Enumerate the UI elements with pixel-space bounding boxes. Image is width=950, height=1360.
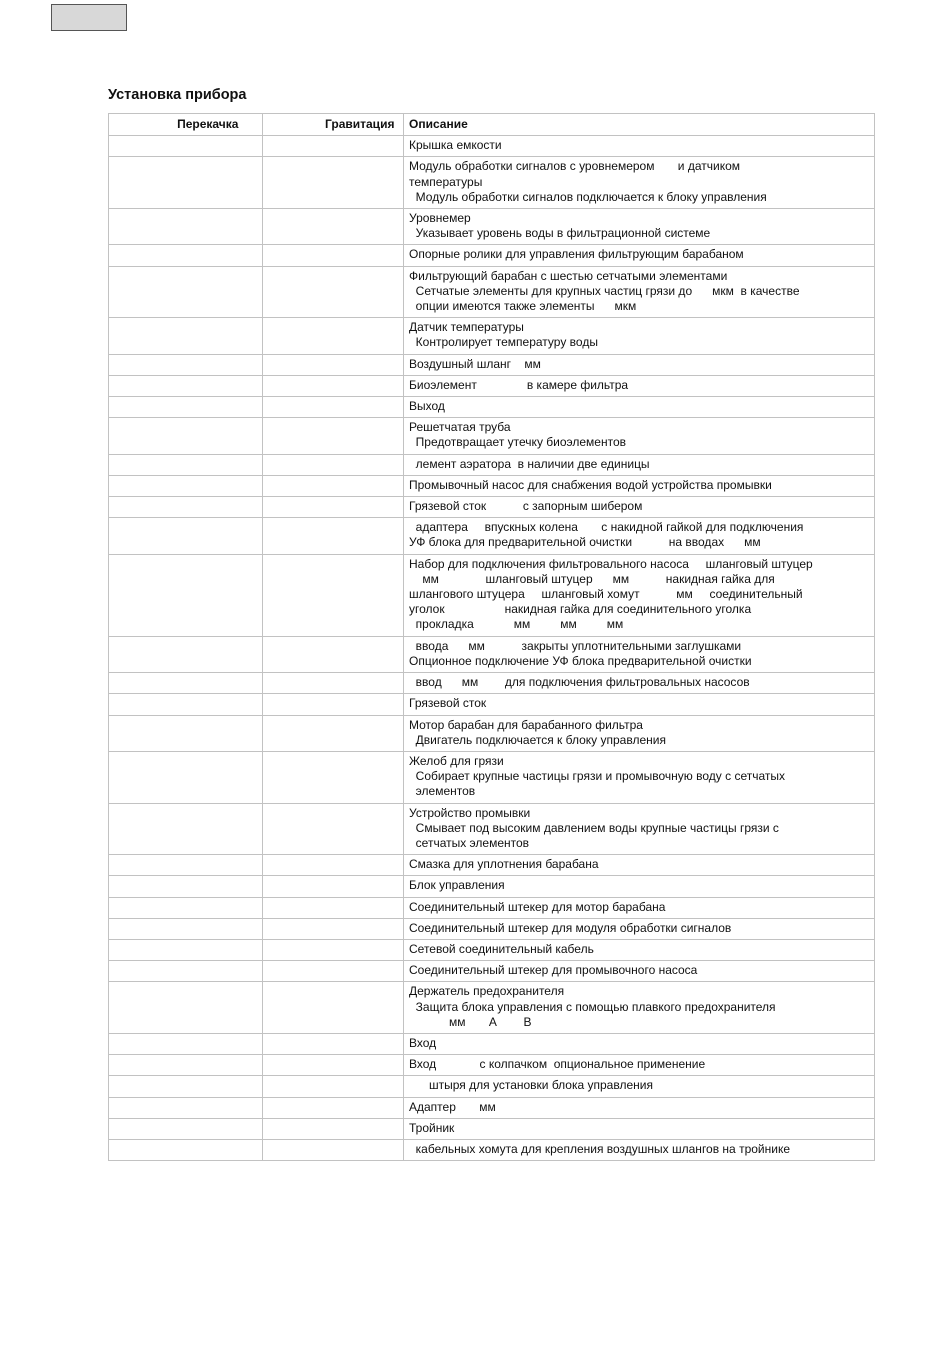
pump-cell (109, 1118, 263, 1139)
description-text: Соединительный штекер для промывочного насоса (409, 963, 698, 978)
description-text: кабельных хомута для крепления воздушных шлангов на тройнике (409, 1141, 791, 1156)
table-row (109, 554, 875, 636)
description-cell (404, 673, 875, 694)
description-text: Фильтрующий барабан с шестью сетчатыми элементами Сетчатые элементы для крупных частиц грязи до мкм в качестве опции имеются также элементы мкм (409, 268, 800, 314)
installation-table (108, 113, 875, 1161)
description-cell (404, 636, 875, 672)
pump-cell (109, 518, 263, 554)
header-pump-number (109, 114, 154, 136)
gravity-cell (263, 1033, 404, 1054)
description-cell (404, 397, 875, 418)
description-cell (404, 245, 875, 266)
header-gravity: Гравитация (317, 114, 404, 136)
gravity-cell (263, 475, 404, 496)
gravity-cell (263, 982, 404, 1034)
gravity-cell (263, 209, 404, 245)
table-row (109, 1033, 875, 1054)
description-text: ввода мм закрыты уплотнительными заглушками Опционное подключение УФ блока предварительной очистки (409, 638, 752, 668)
table-row (109, 1076, 875, 1097)
description-cell (404, 454, 875, 475)
description-text: Решетчатая труба Предотвращает утечку биоэлементов (409, 420, 627, 450)
gravity-cell (263, 694, 404, 715)
pump-cell (109, 136, 263, 157)
table-row (109, 939, 875, 960)
table-row (109, 876, 875, 897)
pump-cell (109, 397, 263, 418)
description-text: Выход (409, 399, 445, 414)
description-text: Соединительный штекер для мотор барабана (409, 899, 666, 914)
description-cell (404, 876, 875, 897)
gravity-cell (263, 1118, 404, 1139)
description-text: Смазка для уплотнения барабана (409, 857, 599, 872)
pump-cell (109, 715, 263, 751)
table-row (109, 397, 875, 418)
gravity-cell (263, 245, 404, 266)
table-row (109, 518, 875, 554)
description-text: Модуль обработки сигналов с уровнемером и датчиком температуры Модуль обработки сигналов подключается к блоку управления (409, 159, 767, 204)
description-text: Сетевой соединительный кабель (409, 941, 594, 956)
description-cell (404, 982, 875, 1034)
table-row (109, 803, 875, 855)
description-text: Уровнемер Указывает уровень воды в фильтрационной системе (409, 211, 711, 241)
description-text: Блок управления (409, 878, 505, 893)
gravity-cell (263, 136, 404, 157)
gravity-cell (263, 1139, 404, 1160)
pump-cell (109, 157, 263, 209)
description-text: Грязевой сток с запорным шибером (409, 499, 643, 514)
table-row (109, 209, 875, 245)
description-cell (404, 939, 875, 960)
pump-cell (109, 375, 263, 396)
description-text: Устройство промывки Смывает под высоким давлением воды крупные частицы грязи с сетчатых элементов (409, 805, 779, 850)
description-text: Датчик температуры Контролирует температуру воды (409, 320, 598, 350)
description-text: штыря для установки блока управления (409, 1078, 653, 1093)
description-text: Набор для подключения фильтровального насоса шланговый штуцер мм шланговый штуцер мм накидная гайка для шлангового штуцера шланговый хомут мм соединительный уголок накидная гайка для соединительного уголка прокладка мм мм мм (409, 556, 813, 632)
pump-cell (109, 1076, 263, 1097)
gravity-cell (263, 266, 404, 318)
description-text: Промывочный насос для снабжения водой устройства промывки (409, 477, 772, 492)
description-cell (404, 136, 875, 157)
pump-cell (109, 897, 263, 918)
pump-cell (109, 1055, 263, 1076)
table-row (109, 418, 875, 454)
header-gravity-number (263, 114, 317, 136)
pump-cell (109, 961, 263, 982)
description-text: Соединительный штекер для модуля обработки сигналов (409, 920, 732, 935)
table-row (109, 454, 875, 475)
description-cell (404, 897, 875, 918)
description-cell (404, 918, 875, 939)
table-row (109, 673, 875, 694)
description-text: ввод мм для подключения фильтровальных насосов (409, 675, 750, 690)
gravity-cell (263, 751, 404, 803)
gravity-cell (263, 876, 404, 897)
pump-cell (109, 1139, 263, 1160)
table-row (109, 354, 875, 375)
description-cell (404, 751, 875, 803)
description-text: Биоэлемент в камере фильтра (409, 377, 629, 392)
gravity-cell (263, 673, 404, 694)
gravity-cell (263, 1097, 404, 1118)
pump-cell (109, 266, 263, 318)
gravity-cell (263, 497, 404, 518)
description-cell (404, 803, 875, 855)
description-cell (404, 497, 875, 518)
pump-cell (109, 354, 263, 375)
gravity-cell (263, 454, 404, 475)
description-text: Тройник (409, 1120, 455, 1135)
table-row (109, 1139, 875, 1160)
table-row (109, 136, 875, 157)
gravity-cell (263, 1055, 404, 1076)
pump-cell (109, 554, 263, 636)
description-cell (404, 418, 875, 454)
table-row (109, 1118, 875, 1139)
description-cell (404, 1055, 875, 1076)
pump-cell (109, 245, 263, 266)
description-cell (404, 961, 875, 982)
description-cell (404, 715, 875, 751)
description-text: Адаптер мм (409, 1099, 496, 1114)
table-row (109, 245, 875, 266)
gravity-cell (263, 715, 404, 751)
pump-cell (109, 855, 263, 876)
table-row (109, 715, 875, 751)
description-text: Воздушный шланг мм (409, 356, 541, 371)
pump-cell (109, 918, 263, 939)
description-cell (404, 518, 875, 554)
table-row (109, 1097, 875, 1118)
page-tab-marker (51, 4, 127, 31)
pump-cell (109, 636, 263, 672)
pump-cell (109, 694, 263, 715)
table-row (109, 1055, 875, 1076)
pump-cell (109, 982, 263, 1034)
description-cell (404, 1033, 875, 1054)
pump-cell (109, 209, 263, 245)
description-cell (404, 1076, 875, 1097)
description-text: Держатель предохранителя Защита блока управления с помощью плавкого предохранителя мм А В (409, 984, 776, 1029)
pump-cell (109, 418, 263, 454)
table-row (109, 497, 875, 518)
header-pump: Перекачка (154, 114, 263, 136)
gravity-cell (263, 961, 404, 982)
description-cell (404, 157, 875, 209)
description-cell (404, 354, 875, 375)
section-title: Установка прибора (108, 87, 247, 103)
description-text: Опорные ролики для управления фильтрующим барабаном (409, 247, 744, 262)
pump-cell (109, 876, 263, 897)
gravity-cell (263, 318, 404, 354)
description-text: Крышка емкости (409, 138, 502, 153)
description-cell (404, 855, 875, 876)
description-text: Мотор барабан для барабанного фильтра Двигатель подключается к блоку управления (409, 717, 666, 747)
table-row (109, 961, 875, 982)
gravity-cell (263, 375, 404, 396)
gravity-cell (263, 855, 404, 876)
table-row (109, 751, 875, 803)
gravity-cell (263, 803, 404, 855)
description-cell (404, 554, 875, 636)
gravity-cell (263, 397, 404, 418)
gravity-cell (263, 554, 404, 636)
gravity-cell (263, 1076, 404, 1097)
table-row (109, 897, 875, 918)
gravity-cell (263, 636, 404, 672)
description-cell (404, 475, 875, 496)
table-row (109, 918, 875, 939)
header-description: Описание (404, 114, 875, 136)
table-row (109, 636, 875, 672)
table-row (109, 475, 875, 496)
description-cell (404, 266, 875, 318)
table-body (109, 136, 875, 1161)
table-row (109, 694, 875, 715)
pump-cell (109, 1033, 263, 1054)
gravity-cell (263, 939, 404, 960)
description-cell (404, 209, 875, 245)
description-cell (404, 318, 875, 354)
description-text: лемент аэратора в наличии две единицы (409, 456, 650, 471)
gravity-cell (263, 354, 404, 375)
description-text: Вход (409, 1035, 437, 1050)
description-text: адаптера впускных колена с накидной гайкой для подключения УФ блока для предварительной очистки на вводах мм (409, 520, 804, 550)
table-row (109, 266, 875, 318)
gravity-cell (263, 518, 404, 554)
description-cell (404, 1097, 875, 1118)
pump-cell (109, 1097, 263, 1118)
gravity-cell (263, 418, 404, 454)
pump-cell (109, 939, 263, 960)
pump-cell (109, 475, 263, 496)
gravity-cell (263, 897, 404, 918)
table-row (109, 855, 875, 876)
description-text: Вход с колпачком опциональное применение (409, 1057, 706, 1072)
pump-cell (109, 751, 263, 803)
description-cell (404, 375, 875, 396)
table-row (109, 982, 875, 1034)
pump-cell (109, 673, 263, 694)
description-text: Грязевой сток (409, 696, 487, 711)
pump-cell (109, 454, 263, 475)
pump-cell (109, 497, 263, 518)
description-cell (404, 1139, 875, 1160)
description-cell (404, 694, 875, 715)
table-row (109, 318, 875, 354)
table-row (109, 375, 875, 396)
description-cell (404, 1118, 875, 1139)
gravity-cell (263, 157, 404, 209)
table-row (109, 157, 875, 209)
description-text: Желоб для грязи Собирает крупные частицы грязи и промывочную воду с сетчатых элементов (409, 753, 785, 799)
gravity-cell (263, 918, 404, 939)
pump-cell (109, 803, 263, 855)
pump-cell (109, 318, 263, 354)
table-header-row (109, 114, 875, 136)
